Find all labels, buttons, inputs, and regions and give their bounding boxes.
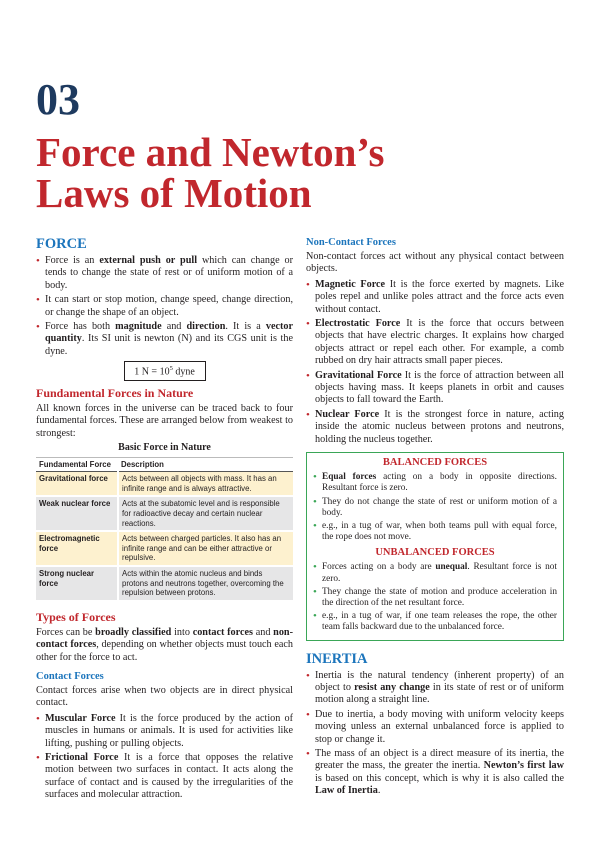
- table-row: Gravitational force Acts between all objects with mass. It has an infinite range and is always attractive.: [36, 472, 293, 496]
- right-column: [306, 236, 564, 800]
- list-item: • e.g., in a tug of war, when both teams pull with equal force, the rope does not move.: [313, 521, 557, 543]
- table-header-force: Fundamental Force: [36, 457, 118, 472]
- table-row: Electromagnetic force Acts between charged particles. It also has an infinite range and can be either attractive or repulsive.: [36, 532, 293, 565]
- non-contact-forces-intro: Non-contact forces act without any physical contact between objects.: [306, 251, 564, 275]
- list-item: • Electrostatic Force It is the force that occurs between objects that have electric charges. It explains how charged objects attract or repel each other. For example, a comb rubbed on dry hair attracts small paper pieces.: [306, 318, 564, 368]
- list-item: • They change the state of motion and produce acceleration in the direction of the net resultant force.: [313, 587, 557, 609]
- fundamental-forces-intro: All known forces in the universe can be traced back to four fundamental forces. These are arranged below from weakest to strongest:: [36, 402, 293, 439]
- fundamental-forces-table: [36, 457, 293, 600]
- contact-forces-heading: Contact Forces: [36, 670, 104, 682]
- unbalanced-forces-list: [313, 562, 557, 633]
- types-of-forces-heading: Types of Forces: [36, 609, 116, 624]
- table-title: Basic Force in Nature: [118, 442, 211, 454]
- balanced-unbalanced-box: [306, 452, 564, 640]
- list-item: • Force has both magnitude and direction. It is a vector quantity. Its SI unit is newton (N) and its CGS unit is the dyne.: [36, 321, 293, 358]
- list-item: • Equal forces acting on a body in opposite directions. Resultant force is zero.: [313, 472, 557, 494]
- newton-dyne-formula: 1 $N = 10^5$ dyne: [124, 361, 206, 381]
- list-item: • Nuclear Force It is the strongest force in nature, acting inside the atomic nucleus between protons and neutrons, holding the nucleus together.: [306, 409, 564, 446]
- contact-forces-list: [36, 713, 293, 802]
- unbalanced-forces-heading: UNBALANCED FORCES: [375, 547, 495, 559]
- chapter-title: [36, 129, 576, 216]
- balanced-forces-list: [313, 472, 557, 543]
- table-header-description: Description: [118, 457, 293, 472]
- non-contact-forces-heading: Non-Contact Forces: [306, 237, 396, 248]
- list-item: • Inertia is the natural tendency (inherent property) of an object to resist any change in its state of rest or of uniform motion along a straight line.: [306, 670, 564, 707]
- list-item: • e.g., in a tug of war, if one team releases the rope, the other team falls backward due to the unbalanced force.: [313, 611, 557, 633]
- list-item: • Forces acting on a body are unequal. Resultant force is not zero.: [313, 562, 557, 584]
- balanced-forces-heading: BALANCED FORCES: [382, 457, 488, 469]
- inertia-heading: INERTIA: [306, 650, 368, 667]
- chapter-number: 03: [36, 75, 80, 124]
- list-item: • Muscular Force It is the force produced by the action of muscles in humans or animals. It is used for activities like lifting, pushing or pulling objects.: [36, 713, 293, 750]
- force-heading: FORCE: [36, 236, 87, 252]
- list-item: • The mass of an object is a direct measure of its inertia, the greater the mass, the greater the inertia. Newton’s first law is based on this concept, which is why it is also called the Law of Inertia.: [306, 748, 564, 798]
- left-column: [36, 236, 293, 804]
- table-row: Strong nuclear force Acts within the atomic nucleus and binds protons and neutrons together, overcoming the repulsion between protons.: [36, 567, 293, 600]
- list-item: • Magnetic Force It is the force exerted by magnets. Like poles repel and unlike poles attract and the force acts even without contact.: [306, 279, 564, 316]
- force-list: [36, 255, 293, 358]
- chapter-title-line-2: Laws of Motion: [36, 170, 312, 216]
- inertia-list: [306, 670, 564, 798]
- table-row: Weak nuclear force Acts at the subatomic level and is responsible for radioactive decay and certain nuclear reactions.: [36, 497, 293, 530]
- list-item: • Force is an external push or pull which can change or tends to change the state of rest or of uniform motion of a body.: [36, 255, 293, 292]
- types-of-forces-text: Forces can be broadly classified into contact forces and non-contact forces, depending on whether objects must touch each other for the force to act.: [36, 626, 294, 663]
- list-item: • Due to inertia, a body moving with uniform velocity keeps moving unless an external unbalanced force is applied to stop or change it.: [306, 709, 564, 746]
- contact-forces-intro: Contact forces arise when two objects are in direct physical contact.: [36, 684, 293, 709]
- list-item: • It can start or stop motion, change speed, change direction, or change the shape of an object.: [36, 294, 293, 319]
- chapter-title-line-1: Force and Newton’s: [36, 129, 385, 175]
- non-contact-forces-list: [306, 279, 564, 446]
- list-item: • They do not change the state of rest or uniform motion of a body.: [313, 497, 557, 519]
- fundamental-forces-heading: Fundamental Forces in Nature: [36, 385, 194, 400]
- list-item: • Frictional Force It is a force that opposes the relative motion between two surfaces in contact. It acts along the surface of contact and is caused by the irregularities of the surfaces and molecular attraction.: [36, 752, 293, 802]
- list-item: • Gravitational Force It is the force of attraction between all objects having mass. It keeps planets in orbit and causes objects to fall toward the Earth.: [306, 370, 564, 407]
